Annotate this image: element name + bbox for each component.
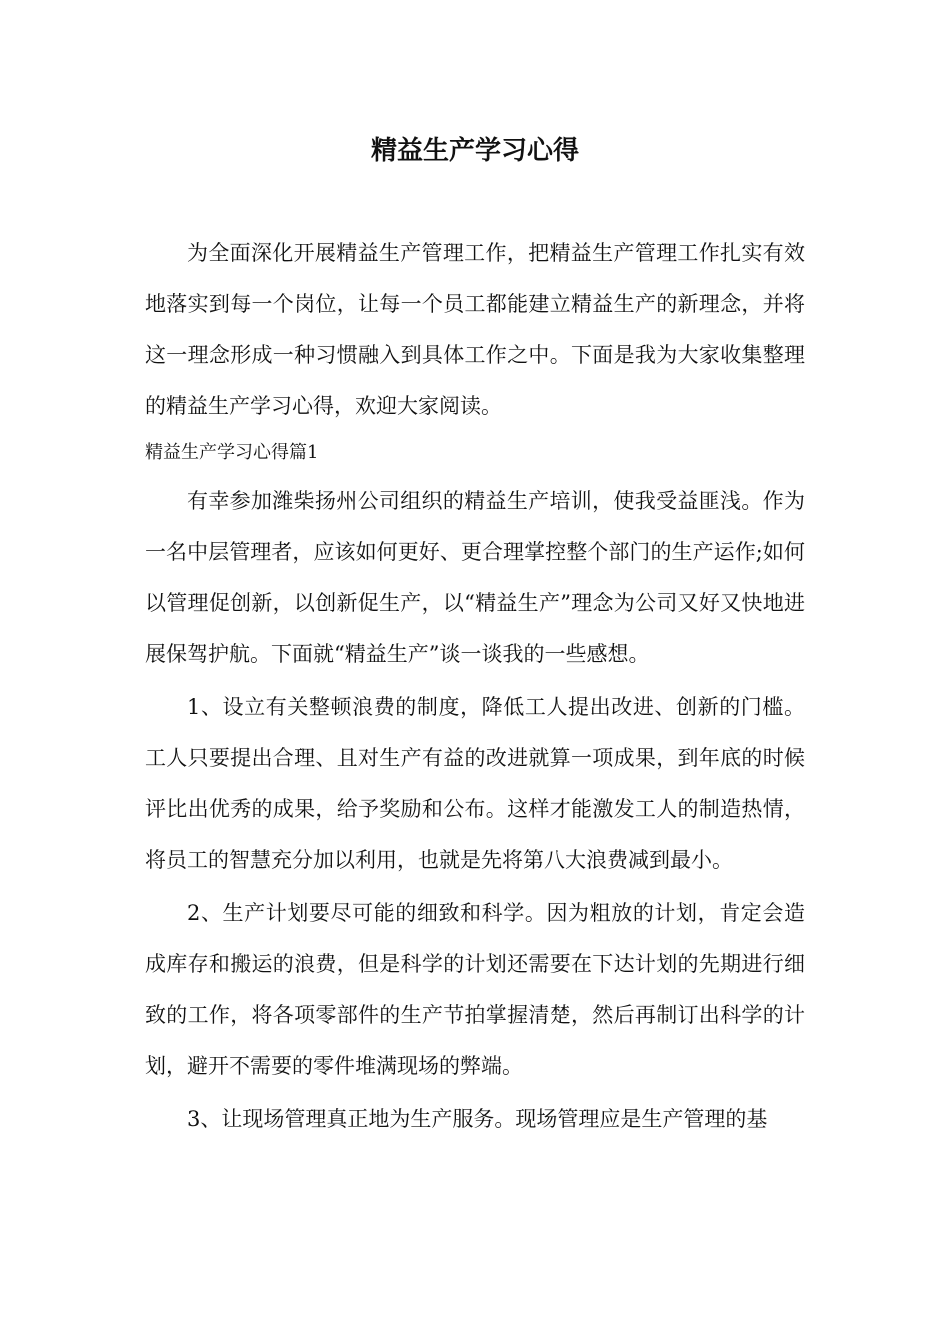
paragraph-1: 有幸参加潍柴扬州公司组织的精益生产培训，使我受益匪浅。作为一名中层管理者，应该如何更好、更合理掌控整个部门的生产运作;如何以管理促创新，以创新促生产，以“精益生产”理念为公司又好又快地进展保驾护航。下面就“精益生产”谈一谈我的一些感想。 (145, 489, 805, 666)
paragraph-4: 3、让现场管理真正地为生产服务。现场管理应是生产管理的基 (187, 1107, 768, 1131)
document-title: 精益生产学习心得 (370, 136, 579, 166)
intro-paragraph: 为全面深化开展精益生产管理工作，把精益生产管理工作扎实有效地落实到每一个岗位，让每一个员工都能建立精益生产的新理念，并将这一理念形成一种习惯融入到具体工作之中。下面是我为大家收集整理的精益生产学习心得，欢迎大家阅读。 (145, 241, 805, 418)
paragraph-2: 1、设立有关整顿浪费的制度，降低工人提出改进、创新的门槛。工人只要提出合理、且对生产有益的改进就算一项成果，到年底的时候评比出优秀的成果，给予奖励和公布。这样才能激发工人的制造热情，将员工的智慧充分加以利用，也就是先将第八大浪费减到最小。 (145, 695, 805, 872)
document-body (145, 228, 805, 1145)
section-heading: 精益生产学习心得篇1 (145, 442, 319, 463)
paragraph-3: 2、生产计划要尽可能的细致和科学。因为粗放的计划，肯定会造成库存和搬运的浪费，但是科学的计划还需要在下达计划的先期进行细致的工作，将各项零部件的生产节拍掌握清楚，然后再制订出科学的计划，避开不需要的零件堆满现场的弊端。 (145, 901, 805, 1078)
